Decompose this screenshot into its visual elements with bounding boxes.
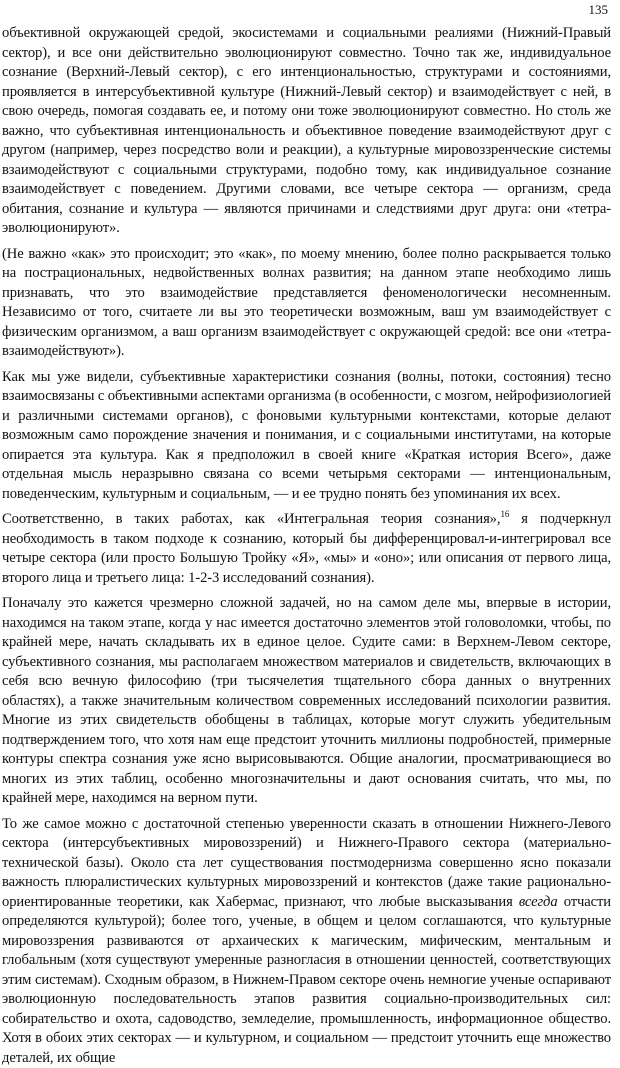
page-number: 135: [589, 2, 609, 17]
paragraph-5: Поначалу это кажется чрезмерно сложной задачей, но на самом деле мы, впервые в истории, находимся на таком этапе, когда у нас имеется достаточно элементов этой головоломки, чтобы, по крайней мере, начать складывать их в единое целое. Судите сами: в Верхнем-Левом секторе, субъективного сознания, мы располагаем множеством материалов и свидетельств, включающих в себя всю вечную философию (три тысячелетия тщательного сбора данных о внутренних областях), а также значительным количеством современных исследований психологии развития. Многие из этих свидетельств обобщены в таблицах, которые могут служить убедительным подтверждением того, что хотя нам еще предстоит уточнить миллионы подробностей, примерные контуры спектра сознания уже ясно вырисовываются. Общие аналогии, просматривающиеся во многих из этих таблиц, особенно многозначительны и дают основания считать, что мы, по крайней мере, находимся на верном пути.: [2, 594, 611, 809]
paragraph-4-text-after: я подчеркнул необходимость в таком подходе к сознанию, который бы дифференцировал-и-интегрировал все четыре сектора (или просто Большую Тройку «Я», «мы» и «оно»; или описания от первого лица, второго лица и третьего лица: 1-2-3 исследований сознания).: [2, 511, 611, 586]
paragraph-4-text-before: Соответственно, в таких работах, как «Интегральная теория сознания»,: [2, 511, 500, 527]
paragraph-4: [2, 510, 611, 588]
paragraph-6-text-after: отчасти определяются культурой); более того, ученые, в общем и целом соглашаются, что культурные мировоззрения развиваются от архаических к магическим, мифическим, ментальным и глобальным (хотя существуют умеренные разногласия в отношении ценностей, соответствующих этим системам). Сходным образом, в Нижнем-Правом секторе очень немногие ученые оспаривают эволюционную последовательность этапов развития социально-производительных сил: собирательство и охота, садоводство, земледелие, промышленность, информационное общество. Хотя в обоих этих секторах — и культурном, и социальном — предстоит уточнить еще множество деталей, их общие: [2, 894, 611, 1066]
paragraph-6-text-before: То же самое можно с достаточной степенью уверенности сказать в отношении Нижнего-Левого сектора (интерсубъективных мировоззрений) и Нижнего-Правого сектора (материально-технической базы). Около ста лет существования постмодернизма совершенно ясно показали важность плюралистических культурных мировоззрений и контекстов (даже такие рационально-ориентированные теоретики, как Хабермас, признают, что любые высказывания: [2, 816, 611, 910]
paragraph-3: Как мы уже видели, субъективные характеристики сознания (волны, потоки, состояния) тесно взаимосвязаны с объективными аспектами организма (в особенности, с мозгом, нейрофизиологией и различными системами органов), с фоновыми культурными контекстами, которые делают возможным само порождение значения и понимания, и с социальными институтами, на которые опирается эта культура. Как я предположил в своей книге «Краткая история Всего», даже отдельная мысль неразрывно связана со всеми четырьмя секторами — интенциональным, поведенческим, культурным и социальным, — и ее трудно понять без упоминания их всех.: [2, 368, 611, 505]
paragraph-1: объективной окружающей средой, экосистемами и социальными реалиями (Нижний-Правый сектор), и все они действительно эволюционируют совместно. Точно так же, индивидуальное сознание (Верхний-Левый сектор), с его интенциональностью, структурами и состояниями, проявляется в интерсубъективной культуре (Нижний-Левый сектор) и взаимодействует с ней, в свою очередь, помогая создавать ее, и потому они тоже эволюционируют совместно. Но столь же важно, что субъективная интенциональность и объективное поведение взаимодействуют друг с другом (например, через посредство воли и реакции), а культурные мировоззренческие системы взаимодействуют с социальными структурами, подобно тому, как индивидуальное сознание взаимодействует с поведением. Другими словами, все четыре сектора — организм, среда обитания, сознание и культура — являются причинами и следствиями друг друга: они «тетра-эволюционируют».: [2, 24, 611, 239]
emphasis-text: всегда: [519, 894, 558, 910]
document-body: [2, 24, 611, 1068]
paragraph-2: (Не важно «как» это происходит; это «как», по моему мнению, более полно раскрывается только на пострациональных, недвойственных волнах развития; на данном этапе необходимо лишь признавать, что это взаимодействие представляется феноменологически несомненным. Независимо от того, считаете ли вы это теоретически возможным, ваш ум взаимодействует с физическим организмом, а ваш организм взаимодействует с окружающей средой: все они «тетра-взаимодействуют»).: [2, 245, 611, 362]
footnote-marker[interactable]: 16: [500, 509, 509, 519]
paragraph-6: [2, 815, 611, 1068]
